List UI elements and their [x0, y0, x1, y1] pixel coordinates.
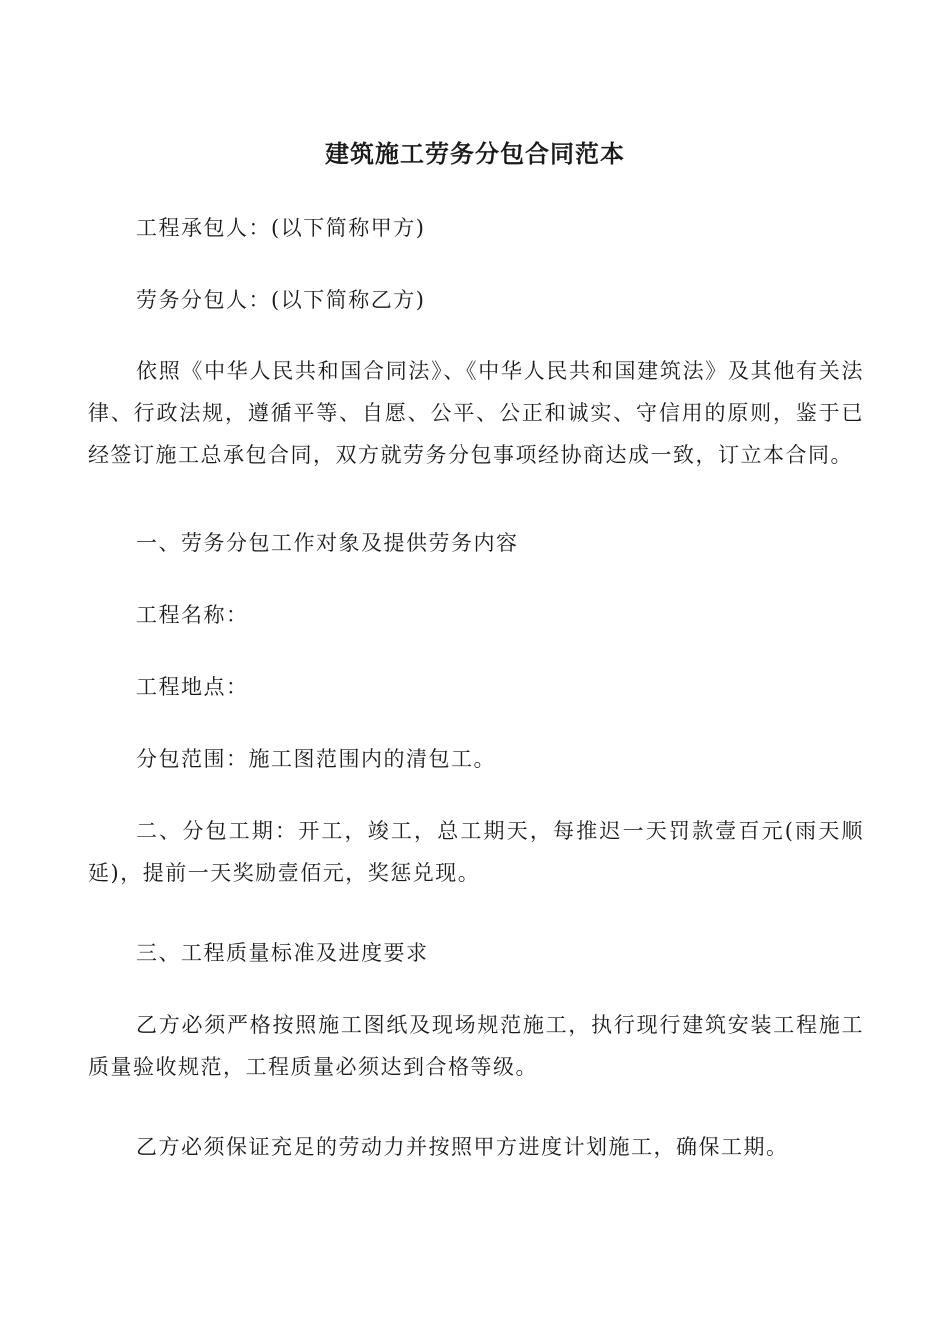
document-title: 建筑施工劳务分包合同范本: [325, 139, 625, 168]
paragraph-contractor: 工程承包人：(以下简称甲方): [136, 216, 426, 240]
section-heading-1: 一、劳务分包工作对象及提供劳务内容: [136, 531, 519, 555]
paragraph-quality: 乙方必须严格按照施工图纸及现场规范施工，执行现行建筑安装工程施工质量验收规范，工程质量必须达到合格等级。: [88, 1013, 864, 1079]
paragraph-labor: 乙方必须保证充足的劳动力并按照甲方进度计划施工，确保工期。: [136, 1135, 789, 1159]
paragraph-scope: 分包范围：施工图范围内的清包工。: [136, 747, 496, 771]
section-heading-3: 三、工程质量标准及进度要求: [136, 941, 429, 965]
paragraph-subcontractor: 劳务分包人：(以下简称乙方): [136, 288, 426, 312]
paragraph-preamble: 依照《中华人民共和国合同法》、《中华人民共和国建筑法》及其他有关法律、行政法规，遵循平等、自愿、公平、公正和诚实、守信用的原则，鉴于已经签订施工总承包合同，双方就劳务分包事项经协商达成一致，订立本合同。: [88, 359, 864, 467]
paragraph-project-location: 工程地点：: [136, 675, 249, 699]
paragraph-project-name: 工程名称：: [136, 603, 249, 627]
section-heading-2: 二、分包工期：开工，竣工，总工期天，每推迟一天罚款壹百元(雨天顺延)，提前一天奖励壹佰元，奖惩兑现。: [88, 819, 864, 885]
